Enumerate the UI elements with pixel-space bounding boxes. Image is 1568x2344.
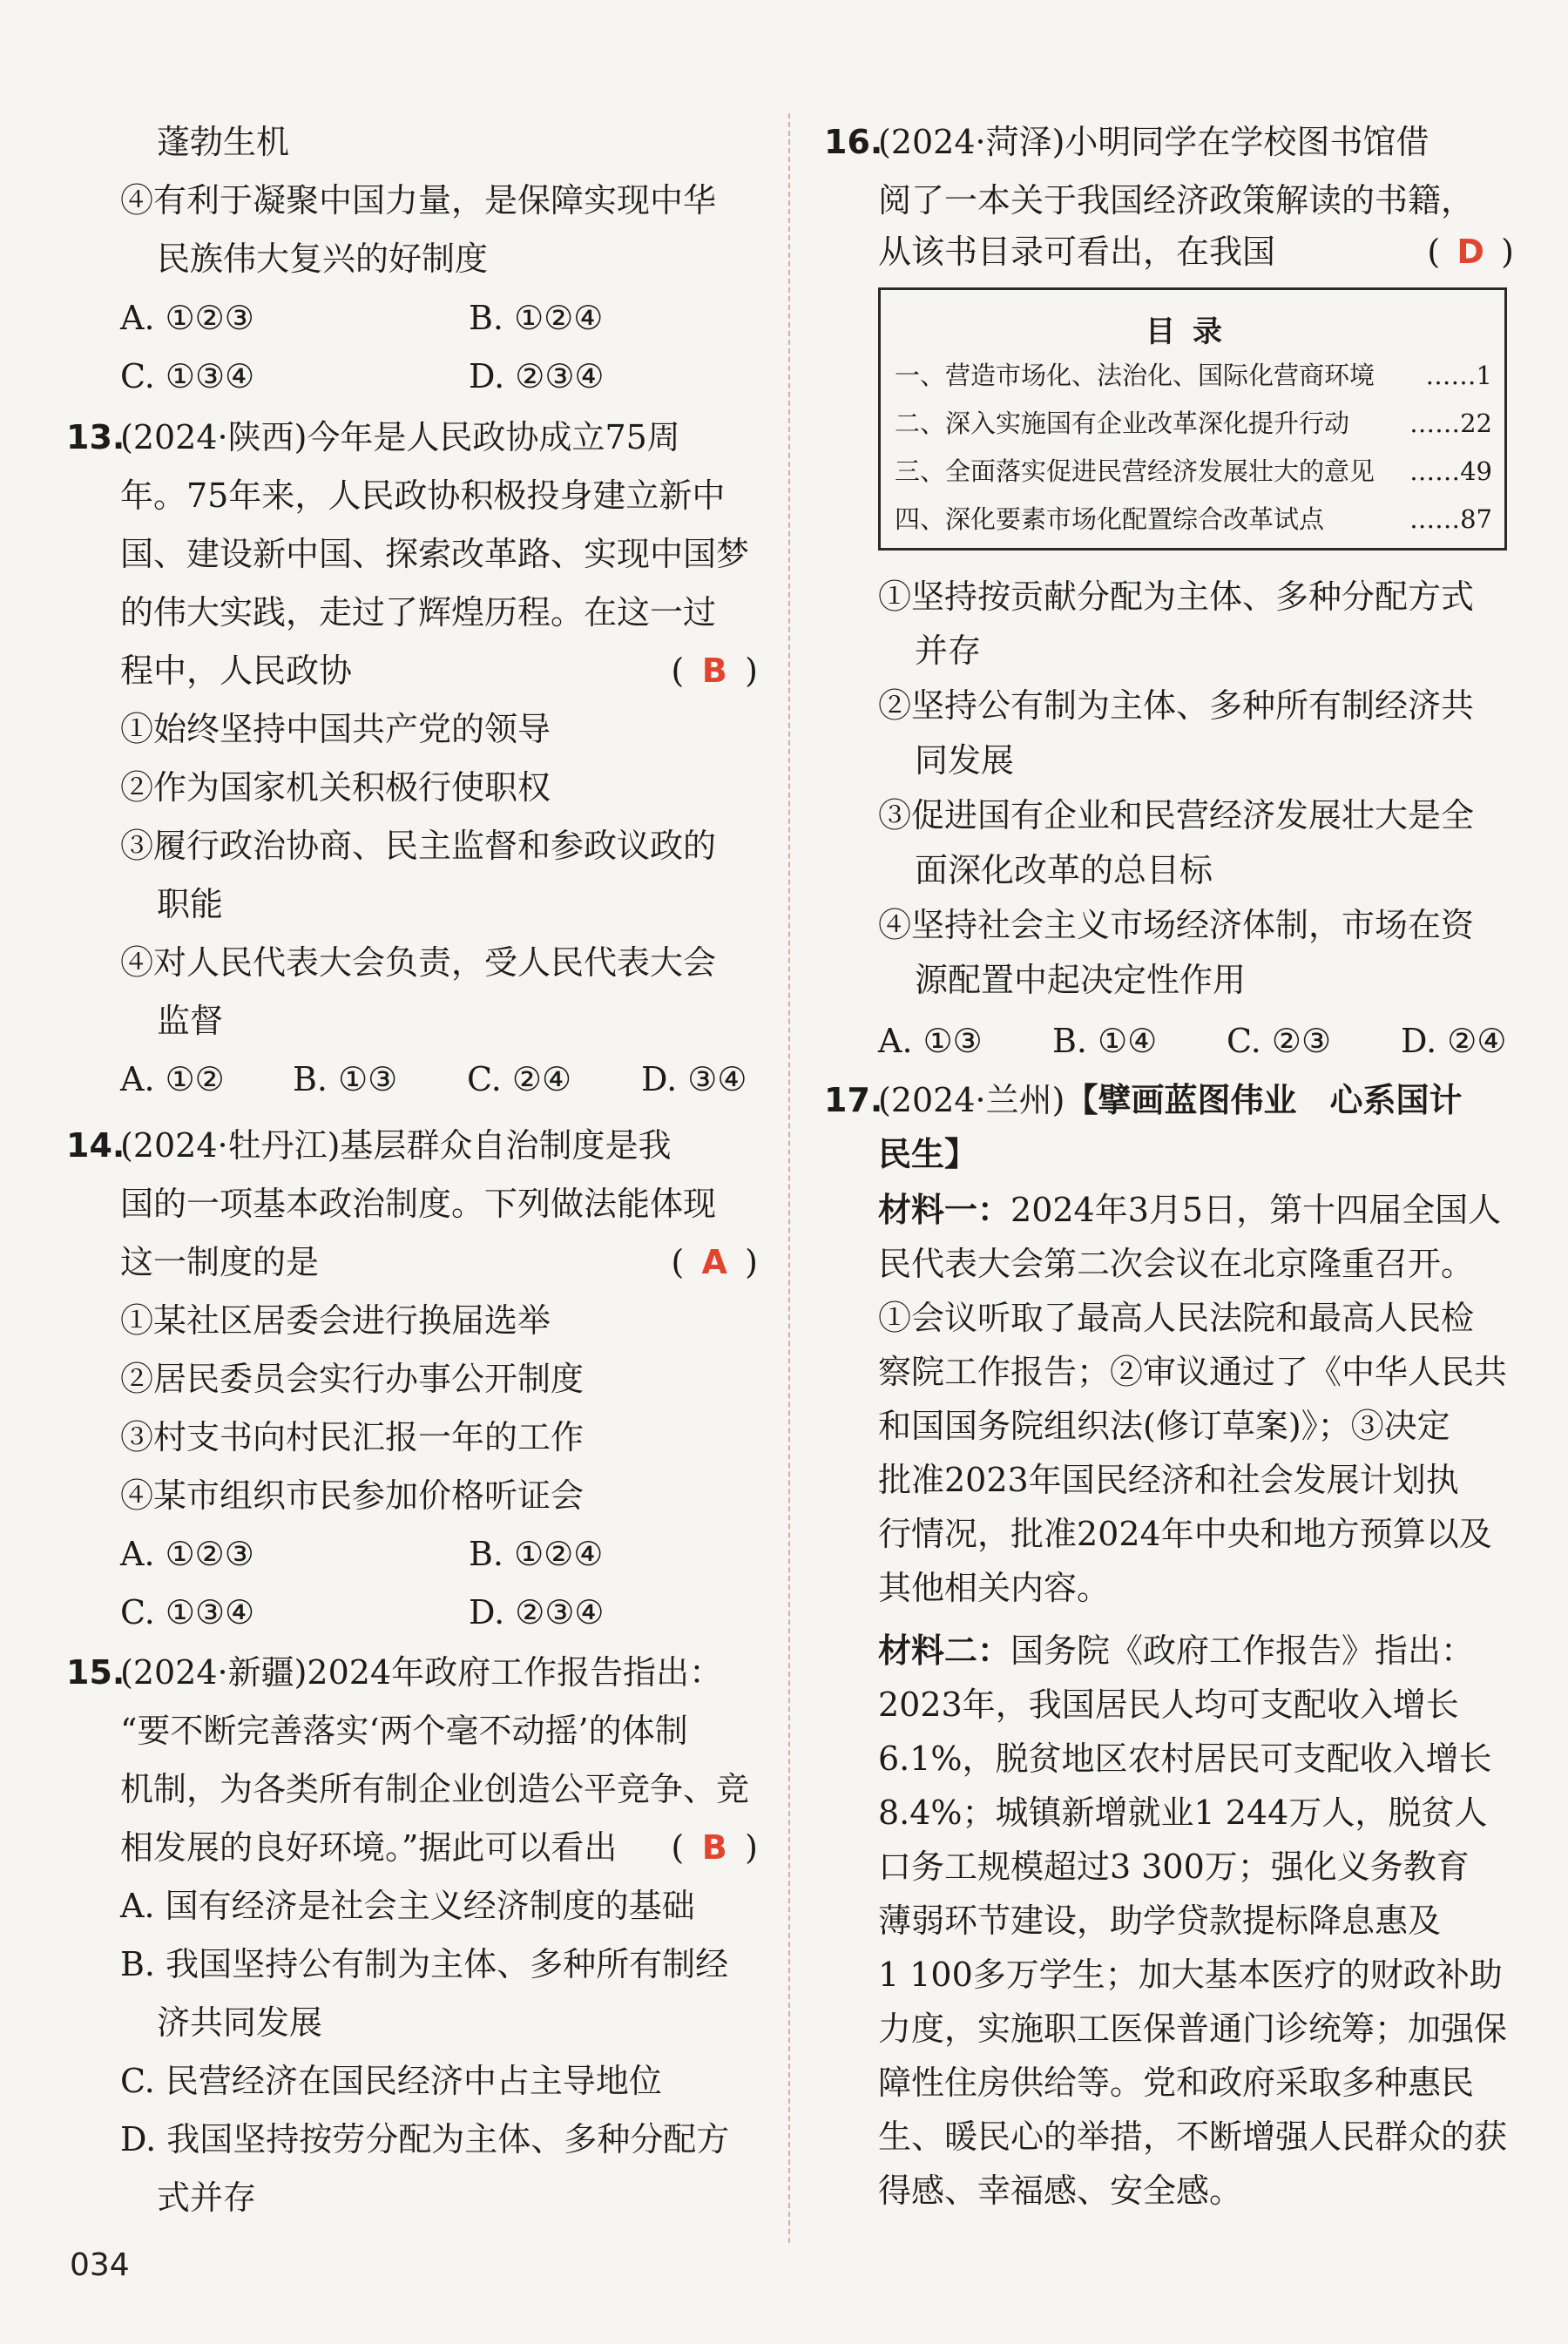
q14-item-2: ②居民委员会实行办事公开制度: [120, 1360, 585, 1398]
contents-row-3: 三、全面落实促进民营经济发展壮大的意见 ……49: [895, 456, 1492, 486]
q16-option-c[interactable]: C. ②③: [1227, 1022, 1332, 1060]
material-2-label: 材料二：: [878, 1631, 1011, 1670]
q15-stem-line-3: 机制，为各类所有制企业创造公平竞争、竞: [120, 1770, 750, 1808]
q13-item-3-cont: 职能: [157, 885, 224, 923]
q15-stem-line-1: 15. (2024·新疆)2024年政府工作报告指出：: [120, 1651, 758, 1694]
material-1-line-1: 材料一：2024年3月5日，第十四届全国人: [878, 1190, 1502, 1229]
q12-option-a[interactable]: A. ①②③: [120, 299, 254, 337]
q15-choice-c[interactable]: C. 民营经济在国民经济中占主导地位: [120, 2062, 662, 2100]
material-2-line-8: 力度，实施职工医保普通门诊统筹；加强保: [878, 2010, 1508, 2048]
q16-answer: D: [1456, 233, 1484, 271]
q15-stem-line-2: “要不断完善落实‘两个毫不动摇’的体制: [120, 1712, 688, 1750]
q13-options: [120, 1057, 758, 1101]
material-1-line-8: 其他相关内容。: [878, 1569, 1111, 1607]
q15-choice-a[interactable]: A. 国有经济是社会主义经济制度的基础: [120, 1887, 695, 1925]
q13-item-1: ①始终坚持中国共产党的领导: [120, 710, 551, 748]
q12-option-b[interactable]: B. ①②④: [469, 299, 604, 337]
q16-item-4: ④坚持社会主义市场经济体制，市场在资: [878, 906, 1475, 944]
q15-choice-b-cont: 济共同发展: [157, 2003, 323, 2042]
q14-option-d[interactable]: D. ②③④: [469, 1593, 605, 1631]
q15-choice-b[interactable]: B. 我国坚持公有制为主体、多种所有制经: [120, 1945, 729, 1983]
q14-number: 14.: [66, 1126, 125, 1165]
q16-item-2-cont: 同发展: [915, 741, 1015, 780]
material-1-label: 材料一：: [878, 1190, 1011, 1229]
q13-stem-line-5: 程中，人民政协 ( B ): [120, 649, 758, 692]
q12-stem-tail: 蓬勃生机: [157, 123, 290, 161]
q13-item-4-cont: 监督: [157, 1002, 224, 1040]
q16-answer-bracket: ( D ): [1427, 230, 1514, 274]
q17-theme-title-cont: 民生】: [878, 1134, 978, 1173]
q14-stem-line-1: 14. (2024·牡丹江)基层群众自治制度是我: [120, 1124, 758, 1167]
column-divider: [788, 113, 790, 2243]
q15-answer: B: [701, 1828, 727, 1867]
q14-option-c[interactable]: C. ①③④: [120, 1593, 255, 1631]
q13-number: 13.: [66, 418, 125, 456]
q12-item-4-cont: 民族伟大复兴的好制度: [157, 240, 489, 278]
q13-item-2: ②作为国家机关积极行使职权: [120, 768, 551, 807]
book-contents-box: [878, 287, 1507, 551]
material-2-line-9: 障性住房供给等。党和政府采取多种惠民: [878, 2064, 1475, 2102]
q13-stem-line-1: 13. (2024·陕西)今年是人民政协成立75周: [120, 415, 758, 459]
page-number: 034: [70, 2247, 130, 2283]
material-1-line-2: 民代表大会第二次会议在北京隆重召开。: [878, 1245, 1475, 1283]
q12-options-row2: [120, 355, 758, 398]
q12-option-c[interactable]: C. ①③④: [120, 357, 255, 395]
material-1-line-4: 察院工作报告；②审议通过了《中华人民共: [878, 1353, 1508, 1391]
material-1-line-3: ①会议听取了最高人民法院和最高人民检: [878, 1299, 1475, 1337]
q16-item-3-cont: 面深化改革的总目标: [915, 851, 1213, 889]
q16-item-2: ②坚持公有制为主体、多种所有制经济共: [878, 686, 1475, 725]
q13-stem-line-2: 年。75年来，人民政协积极投身建立新中: [120, 476, 726, 515]
material-2-line-2: 2023年，我国居民人均可支配收入增长: [878, 1685, 1459, 1724]
q17-theme-title: 【擘画蓝图伟业 心系国计: [1064, 1080, 1463, 1119]
q13-option-b[interactable]: B. ①③: [293, 1060, 398, 1098]
q14-item-4: ④某市组织市民参加价格听证会: [120, 1476, 585, 1515]
q15-choice-d[interactable]: D. 我国坚持按劳分配为主体、多种分配方: [120, 2120, 730, 2158]
q14-options-row1: [120, 1532, 758, 1576]
q13-option-d[interactable]: D. ③④: [641, 1060, 747, 1098]
q14-item-3: ③村支书向村民汇报一年的工作: [120, 1418, 585, 1456]
q15-number: 15.: [66, 1653, 125, 1692]
q13-answer: B: [701, 652, 727, 690]
q13-item-3: ③履行政治协商、民主监督和参政议政的: [120, 827, 717, 865]
q15-choice-d-cont: 式并存: [157, 2179, 257, 2217]
contents-row-1: 一、营造市场化、法治化、国际化营商环境 ……1: [895, 361, 1492, 390]
contents-row-4: 四、深化要素市场化配置综合改革试点 ……87: [895, 504, 1492, 534]
material-1-line-6: 批准2023年国民经济和社会发展计划执: [878, 1461, 1459, 1499]
q13-item-4: ④对人民代表大会负责，受人民代表大会: [120, 943, 717, 982]
q14-answer: A: [701, 1243, 727, 1281]
q16-stem-line-1: 16. (2024·菏泽)小明同学在学校图书馆借: [878, 120, 1514, 164]
q14-options-row2: [120, 1591, 758, 1634]
material-2-line-11: 得感、幸福感、安全感。: [878, 2172, 1243, 2210]
material-2-line-5: 口务工规模超过3 300万；强化义务教育: [878, 1848, 1470, 1886]
q16-item-3: ③促进国有企业和民营经济发展壮大是全: [878, 796, 1475, 834]
q16-option-d[interactable]: D. ②④: [1401, 1022, 1507, 1060]
q16-item-4-cont: 源配置中起决定性作用: [915, 961, 1247, 999]
q17-stem-line-1: 17. (2024·兰州)【擘画蓝图伟业 心系国计: [878, 1078, 1514, 1122]
material-2-line-6: 薄弱环节建设，助学贷款提标降息惠及: [878, 1902, 1442, 1940]
material-1-line-5: 和国国务院组织法(修订草案)》；③决定: [878, 1407, 1450, 1445]
q16-item-1: ①坚持按贡献分配为主体、多种分配方式: [878, 578, 1475, 616]
q14-stem-line-2: 国的一项基本政治制度。下列做法能体现: [120, 1185, 717, 1223]
contents-title: 目录: [1146, 314, 1240, 349]
q16-number: 16.: [824, 123, 883, 161]
q16-stem-line-3: 从该书目录可看出，在我国 ( D ): [878, 230, 1514, 274]
contents-row-2: 二、深入实施国有企业改革深化提升行动 ……22: [895, 409, 1492, 438]
q14-item-1: ①某社区居委会进行换届选举: [120, 1301, 551, 1340]
q16-option-b[interactable]: B. ①④: [1052, 1022, 1158, 1060]
material-2-line-10: 生、暖民心的举措，不断增强人民群众的获: [878, 2118, 1508, 2156]
material-2-line-7: 1 100多万学生；加大基本医疗的财政补助: [878, 1956, 1503, 1994]
q15-stem-line-4: 相发展的良好环境。”据此可以看出 ( B ): [120, 1826, 758, 1869]
q17-number: 17.: [824, 1081, 883, 1119]
q14-option-b[interactable]: B. ①②④: [469, 1535, 604, 1573]
q12-options-row1: [120, 296, 758, 340]
q13-stem-line-4: 的伟大实践，走过了辉煌历程。在这一过: [120, 593, 717, 632]
q12-item-4: ④有利于凝聚中国力量，是保障实现中华: [120, 181, 717, 220]
q13-stem-line-3: 国、建设新中国、探索改革路、实现中国梦: [120, 535, 750, 573]
q14-stem-line-3: 这一制度的是 ( A ): [120, 1240, 758, 1284]
material-2-line-1: 材料二：国务院《政府工作报告》指出：: [878, 1631, 1475, 1670]
q13-answer-bracket: ( B ): [671, 649, 758, 692]
material-2-line-3: 6.1%，脱贫地区农村居民可支配收入增长: [878, 1739, 1492, 1778]
q14-answer-bracket: ( A ): [671, 1240, 758, 1284]
q16-options: [878, 1019, 1514, 1063]
material-1-line-7: 行情况，批准2024年中央和地方预算以及: [878, 1515, 1492, 1553]
q13-option-a[interactable]: A. ①②: [120, 1060, 225, 1098]
q16-option-a[interactable]: A. ①③: [878, 1022, 983, 1060]
q14-option-a[interactable]: A. ①②③: [120, 1535, 254, 1573]
q13-option-c[interactable]: C. ②④: [467, 1060, 572, 1098]
q12-option-d[interactable]: D. ②③④: [469, 357, 605, 395]
q16-stem-line-2: 阅了一本关于我国经济政策解读的书籍，: [878, 181, 1475, 220]
q15-answer-bracket: ( B ): [671, 1826, 758, 1869]
q16-item-1-cont: 并存: [915, 632, 982, 670]
material-2-line-4: 8.4%；城镇新增就业1 244万人，脱贫人: [878, 1793, 1488, 1832]
